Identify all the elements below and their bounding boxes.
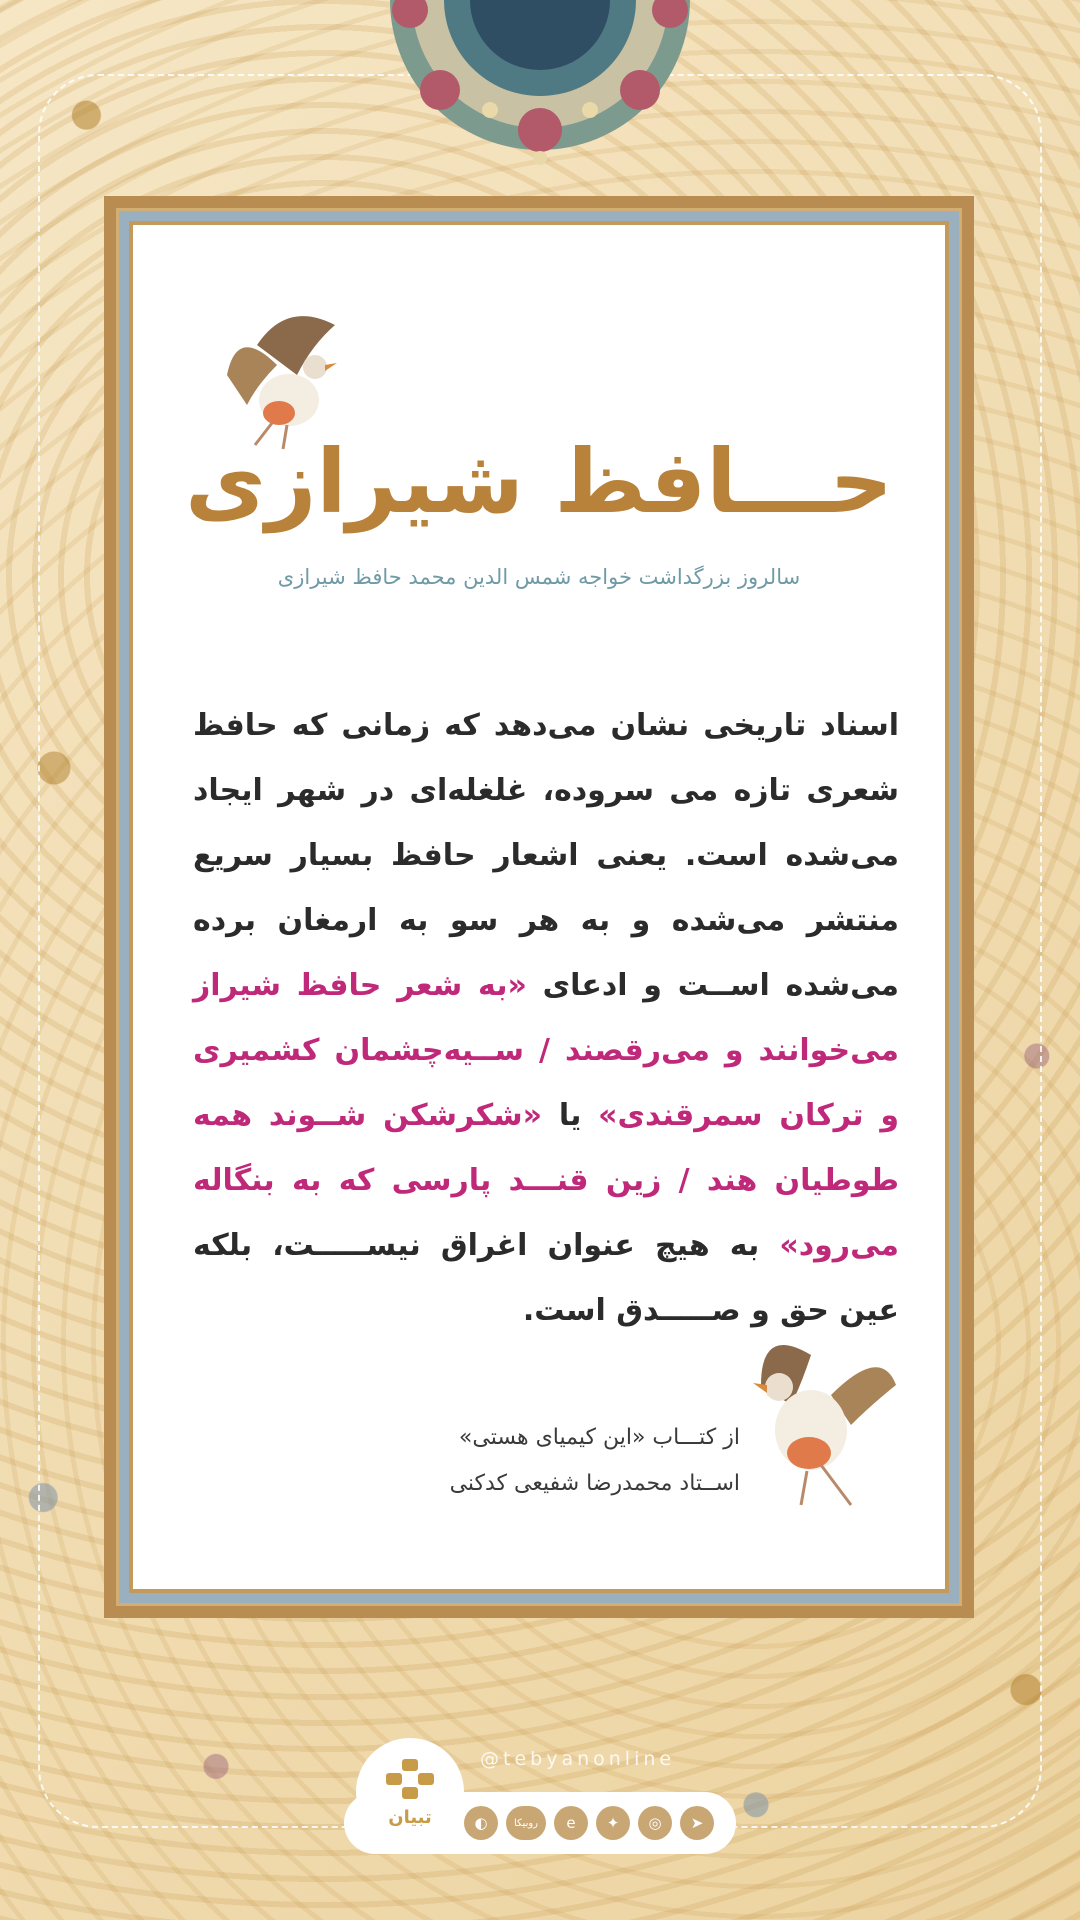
source-book: از کتـــاب «این کیمیای هستی» [458, 1425, 740, 1450]
body-text-part2: یا [542, 1098, 599, 1133]
highlighted-verse-2: «شکرشکن شــوند همه طوطیان هند / زین قنـــد پارسی که به بنگاله می‌رود» [193, 1098, 899, 1263]
frame-gold-band [129, 221, 949, 1593]
quote-paragraph [193, 693, 899, 1343]
source-author: اســتاد محمدرضا شفیعی کدکنی [449, 1471, 740, 1496]
tebyan-logo-text: تبیان [388, 1806, 432, 1828]
content-panel [133, 225, 945, 1589]
source-citation [320, 1415, 740, 1507]
frame-blue-band [116, 208, 962, 1606]
social-handle: @tebyanonline [480, 1748, 676, 1770]
tebyan-logo-mark-icon [382, 1757, 438, 1805]
twitter-icon[interactable]: ✦ [596, 1806, 630, 1840]
highlighted-verse-1: «به شعر حافظ شیراز می‌خوانند و می‌رقصند / ســیه‌چشمان کشمیری و ترکان سمرقندی» [193, 968, 900, 1133]
medallion-ornament [350, 0, 730, 180]
eitaa-icon[interactable]: e [554, 1806, 588, 1840]
bird-illustration-bottom [731, 1315, 901, 1515]
soroush-icon[interactable]: ◐ [464, 1806, 498, 1840]
instagram-icon[interactable]: ◎ [638, 1806, 672, 1840]
page-subtitle: سالروز بزرگداشت خواجه شمس الدین محمد حافظ شیرازی [277, 565, 801, 589]
body-text-part1: اسناد تاریخی نشان می‌دهد که زمانی که حافظ شعری تازه می سروده، غلغله‌ای در شهر ایجاد می‌شده است. یعنی اشعار حافظ بسیار سریع منتشر می‌شده و به هر سو به ارمغان برده می‌شده اســت و ادعای [193, 708, 899, 1003]
tebyan-logo[interactable] [356, 1738, 464, 1846]
telegram-icon[interactable]: ➤ [680, 1806, 714, 1840]
rubika-icon[interactable]: روبیکا [506, 1806, 546, 1840]
ornamental-frame [104, 196, 974, 1618]
page-title: حـــافظ شیرازی [185, 430, 893, 533]
body-text-part3: به هیچ عنوان اغراق نیســـــت، بلکه عین حق و صـــــدق است. [193, 1228, 899, 1328]
